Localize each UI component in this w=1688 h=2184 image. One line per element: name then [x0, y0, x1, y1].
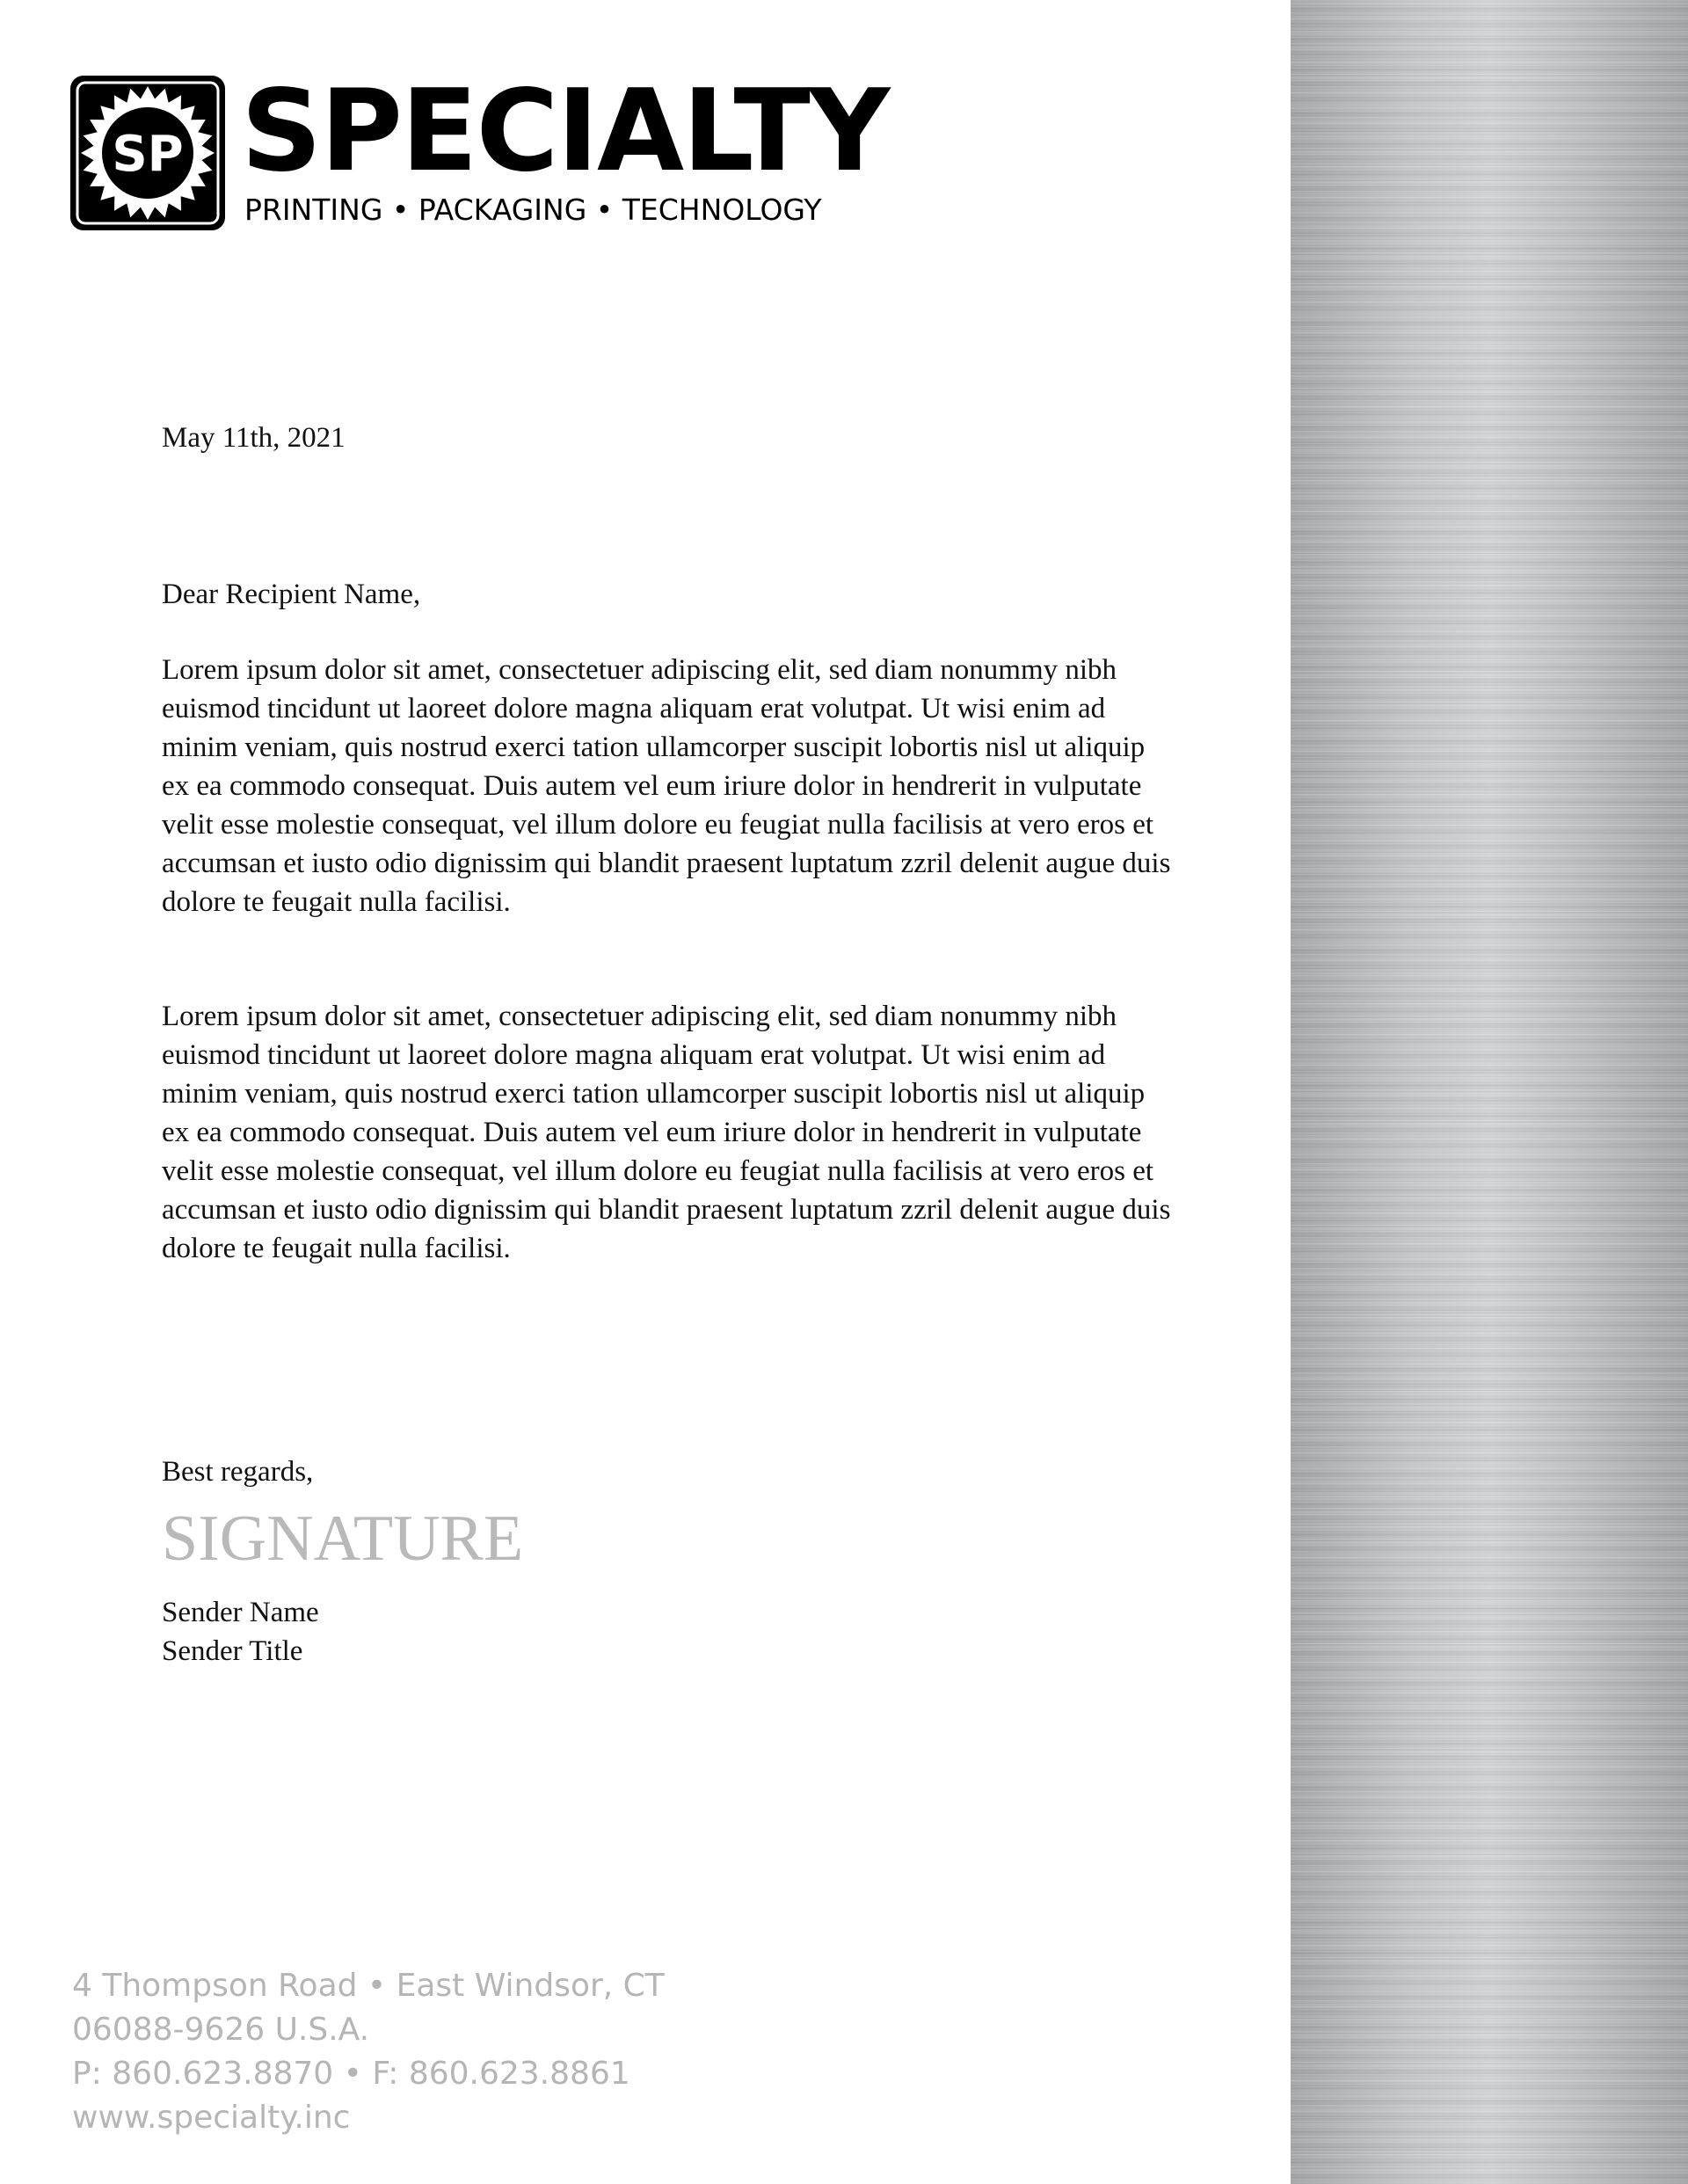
- company-name: SPECIALTY: [241, 66, 889, 197]
- signature-placeholder: SIGNATURE: [162, 1503, 524, 1575]
- footer-website: www.specialty.inc: [72, 2100, 351, 2136]
- sender-title: Sender Title: [162, 1635, 303, 1667]
- letter-date: May 11th, 2021: [162, 422, 346, 454]
- company-tagline: PRINTING • PACKAGING • TECHNOLOGY: [244, 193, 822, 227]
- logo-monogram: SP: [112, 126, 184, 183]
- body-paragraph: Lorem ipsum dolor sit amet, consectetuer adipiscing elit, sed diam nonummy nibh euismod tincidunt ut laoreet dolore magna aliquam erat volutpat. Ut wisi enim ad minim veniam, quis nostrud exerci tation ullamcorper suscipit lobortis nisl ut aliquip ex ea commodo consequat. Duis autem vel eum iriure dolor in hendrerit in vulputate velit esse molestie consequat, vel illum dolore eu feugiat nulla facilisis at vero eros et accumsan et iusto odio dignissim qui blandit praesent luptatum zzril delenit augue duis dolore te feugait nulla facilisi.: [162, 1001, 1171, 1264]
- company-logo: [69, 66, 889, 232]
- body-paragraph: Lorem ipsum dolor sit amet, consectetuer adipiscing elit, sed diam nonummy nibh euismod tincidunt ut laoreet dolore magna aliquam erat volutpat. Ut wisi enim ad minim veniam, quis nostrud exerci tation ullamcorper suscipit lobortis nisl ut aliquip ex ea commodo consequat. Duis autem vel eum iriure dolor in hendrerit in vulputate velit esse molestie consequat, vel illum dolore eu feugiat nulla facilisis at vero eros et accumsan et iusto odio dignissim qui blandit praesent luptatum zzril delenit augue duis dolore te feugait nulla facilisi.: [162, 654, 1171, 918]
- brushed-metal-side-panel: [1291, 0, 1688, 2184]
- sp-seal-icon: [69, 74, 227, 232]
- footer-contact: [72, 1964, 665, 2140]
- salutation: Dear Recipient Name,: [162, 579, 421, 610]
- footer-address-line-1: 4 Thompson Road • East Windsor, CT: [72, 1968, 665, 2004]
- footer-phone-fax: P: 860.623.8870 • F: 860.623.8861: [72, 2056, 630, 2092]
- footer-address-line-2: 06088-9626 U.S.A.: [72, 2012, 370, 2048]
- sender-name: Sender Name: [162, 1597, 319, 1628]
- closing: Best regards,: [162, 1456, 314, 1488]
